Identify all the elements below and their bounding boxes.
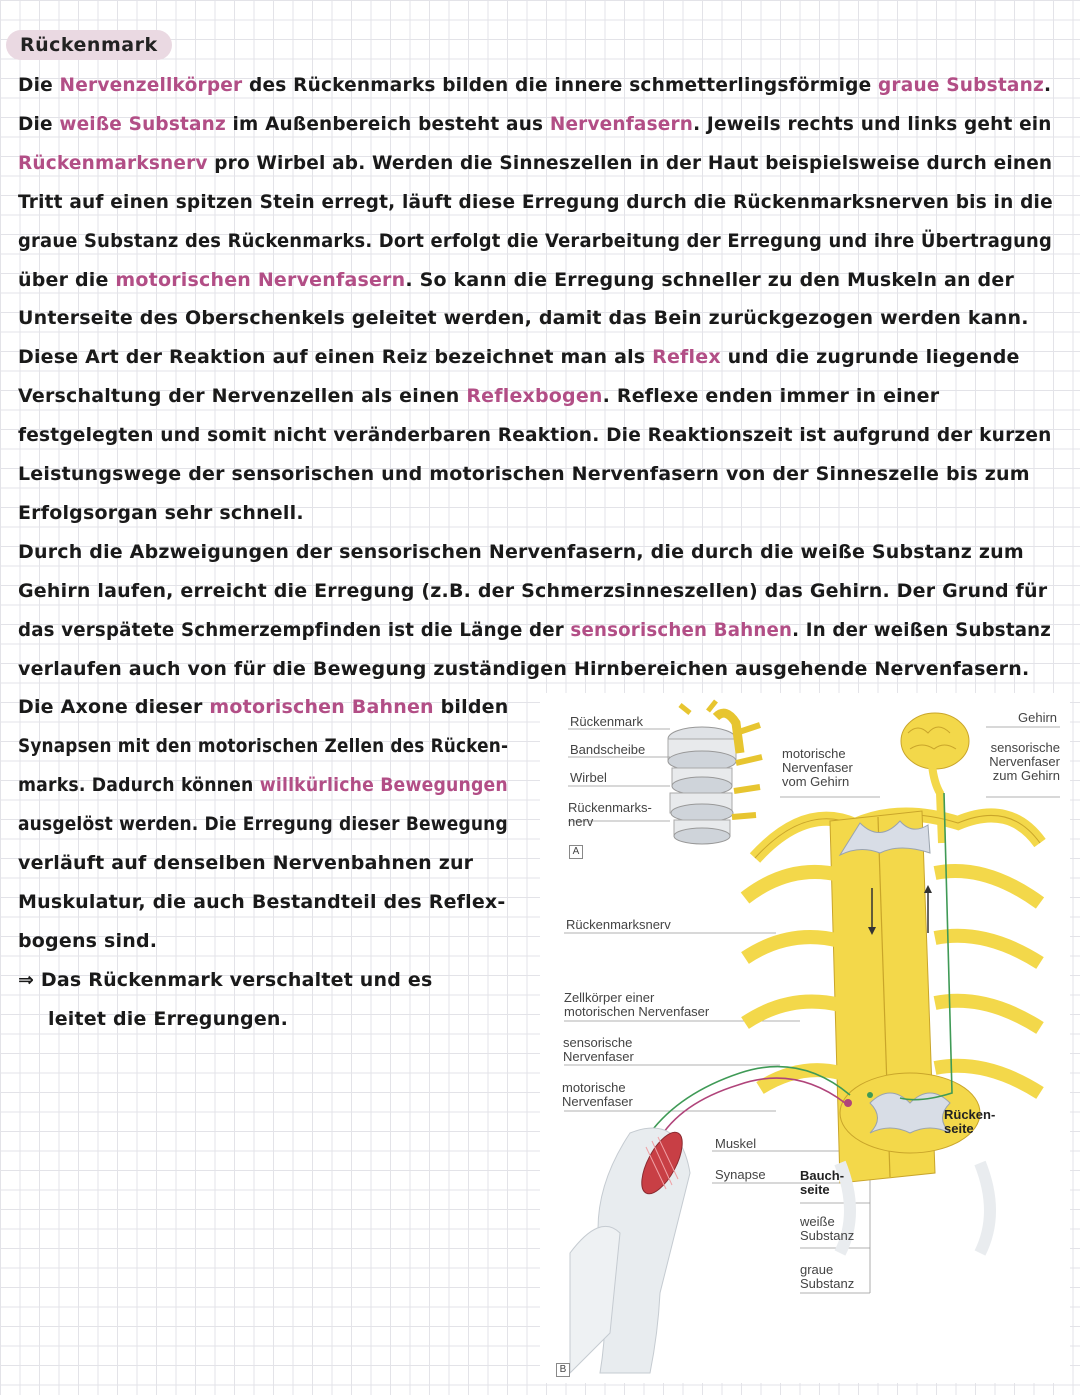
text-line bbox=[18, 735, 508, 757]
highlighted-term: weiße Substanz bbox=[59, 112, 226, 135]
text-line bbox=[18, 113, 1052, 135]
text-line bbox=[18, 346, 1020, 368]
text-line bbox=[18, 152, 1052, 174]
label-zellkoerper: Zellkörper einer motorischen Nervenfaser bbox=[564, 990, 710, 1019]
text-line bbox=[18, 813, 508, 835]
label-rueckenmark: Rückenmark bbox=[570, 714, 643, 729]
label-bandscheibe: Bandscheibe bbox=[570, 742, 646, 757]
text-segment: Tritt auf einen spitzen Stein erregt, läuft diese Erregung durch die Rückenmarksnerven bis in die bbox=[18, 190, 1053, 213]
text-segment: leitet die Erregungen. bbox=[48, 1007, 289, 1030]
highlighted-term: willkürliche Bewegungen bbox=[259, 774, 508, 797]
label-wirbel: Wirbel bbox=[570, 770, 607, 785]
leg-graphic bbox=[570, 1126, 690, 1373]
text-segment: Synapsen mit den motorischen Zellen des Rücken- bbox=[18, 735, 509, 758]
text-segment: Unterseite des Oberschenkels geleitet werden, damit das Bein zurückgezogen werden kann. bbox=[18, 307, 1029, 330]
text-line bbox=[18, 385, 939, 407]
text-segment: des Rückenmarks bilden die innere schmetterlingsförmige bbox=[242, 74, 878, 96]
text-line bbox=[18, 619, 1051, 641]
text-segment: ausgelöst werden. Die Erregung dieser Bewegung bbox=[18, 813, 508, 836]
highlighted-term: Nervenfasern bbox=[549, 112, 694, 135]
text-segment: marks. Dadurch können bbox=[18, 774, 260, 797]
label-rueckenseite: Rücken- seite bbox=[944, 1107, 996, 1136]
label-gehirn: Gehirn bbox=[1018, 710, 1058, 725]
text-line bbox=[18, 502, 304, 524]
label-bauchseite: Bauch- seite bbox=[800, 1168, 845, 1197]
text-segment: Die bbox=[18, 74, 60, 96]
text-segment: Durch die Abzweigungen der sensorischen Nervenfasern, die durch die weiße Substanz zum bbox=[18, 540, 1024, 563]
highlighted-term: graue Substanz bbox=[877, 74, 1044, 96]
label-graue-substanz: graue Substanz bbox=[800, 1262, 855, 1291]
text-line bbox=[18, 307, 1029, 329]
label-synapse: Synapse bbox=[715, 1167, 766, 1182]
text-segment: Gehirn laufen, erreicht die Erregung (z.B. der Schmerzsinneszellen) das Gehirn. Der Grund für bbox=[18, 579, 1048, 602]
label-motorische-vom-gehirn: motorische Nervenfaser vom Gehirn bbox=[782, 746, 853, 789]
text-line bbox=[18, 230, 1052, 252]
text-line bbox=[18, 269, 1014, 291]
text-segment: graue Substanz des Rückenmarks. Dort erfolgt die Verarbeitung der Erregung und ihre Übertragung bbox=[18, 229, 1052, 252]
text-segment: . Reflexe enden immer in einer bbox=[602, 385, 940, 408]
text-line bbox=[18, 580, 1047, 602]
text-line bbox=[18, 891, 505, 913]
text-segment: ⇒ Das Rückenmark verschaltet und es bbox=[18, 968, 433, 991]
text-line bbox=[18, 774, 508, 796]
highlighted-term: motorischen Nervenfasern bbox=[115, 268, 406, 291]
highlighted-term: Nervenzellkörper bbox=[59, 74, 243, 96]
text-segment: Muskulatur, die auch Bestandteil des Reflex- bbox=[18, 890, 506, 913]
text-segment: Die Axone dieser bbox=[18, 696, 210, 719]
text-segment: . In der weißen Substanz bbox=[792, 618, 1052, 641]
text-segment: . So kann die Erregung schneller zu den Muskeln an der bbox=[405, 268, 1015, 291]
label-rueckenmarksnerv-inset: Rückenmarks- nerv bbox=[568, 800, 652, 829]
highlighted-term: sensorischen Bahnen bbox=[570, 618, 793, 641]
spinal-cord-figure bbox=[540, 693, 1070, 1383]
label-rueckenmarksnerv: Rückenmarksnerv bbox=[566, 917, 671, 932]
text-segment: verlaufen auch von für die Bewegung zuständigen Hirnbereichen ausgehende Nervenfasern. bbox=[18, 657, 1030, 680]
spinal-cord-graphic bbox=[745, 811, 1040, 1253]
label-motorische-nervenfaser: motorische Nervenfaser bbox=[562, 1080, 633, 1109]
highlighted-term: motorischen Bahnen bbox=[209, 696, 434, 719]
text-line bbox=[18, 541, 1024, 563]
label-sensorische-nervenfaser: sensorische Nervenfaser bbox=[563, 1035, 634, 1064]
text-segment: bilden bbox=[433, 696, 509, 719]
text-line bbox=[18, 463, 1030, 485]
text-line bbox=[18, 658, 1029, 680]
text-line bbox=[18, 424, 1052, 446]
highlighted-term: Reflex bbox=[652, 346, 721, 369]
badge-b: B bbox=[556, 1363, 570, 1377]
text-line bbox=[18, 930, 157, 952]
text-line bbox=[18, 191, 1053, 213]
text-segment: pro Wirbel ab. Werden die Sinneszellen in der Haut beispielsweise durch einen bbox=[207, 151, 1053, 174]
label-weisse-substanz: weiße Substanz bbox=[800, 1214, 855, 1243]
text-segment: Leistungswege der sensorischen und motorischen Nervenfasern von der Sinneszelle bis zum bbox=[18, 463, 1030, 485]
text-segment: Verschaltung der Nervenzellen als einen bbox=[18, 385, 467, 408]
text-segment: Erfolgsorgan sehr schnell. bbox=[18, 501, 304, 524]
highlighted-term: Rückenmarksnerv bbox=[18, 151, 208, 174]
text-line bbox=[18, 852, 473, 874]
page-title: Rückenmark bbox=[6, 30, 172, 60]
label-sensorische-zum-gehirn: sensorische Nervenfaser zum Gehirn bbox=[989, 740, 1060, 783]
text-segment: im Außenbereich besteht aus bbox=[225, 112, 550, 135]
text-line bbox=[18, 74, 1051, 96]
text-segment: Die bbox=[18, 112, 60, 135]
label-muskel: Muskel bbox=[715, 1136, 757, 1151]
text-segment: und die zugrunde liegende bbox=[720, 346, 1020, 369]
text-line bbox=[48, 1008, 288, 1030]
text-segment: über die bbox=[18, 268, 116, 291]
text-segment: das verspätete Schmerzempfinden ist die Länge der bbox=[18, 618, 571, 641]
text-line bbox=[18, 696, 508, 718]
text-segment: . bbox=[1043, 74, 1052, 96]
text-segment: Diese Art der Reaktion auf einen Reiz bezeichnet man als bbox=[18, 346, 653, 369]
highlighted-term: Reflexbogen bbox=[466, 385, 603, 408]
text-segment: verläuft auf denselben Nervenbahnen zur bbox=[18, 852, 474, 874]
text-segment: festgelegten und somit nicht veränderbaren Reaktion. Die Reaktionszeit ist aufgrund der kurzen bbox=[18, 424, 1052, 447]
text-segment: . Jeweils rechts und links geht ein bbox=[693, 112, 1052, 135]
text-segment: bogens sind. bbox=[18, 929, 158, 952]
badge-a: A bbox=[569, 845, 583, 859]
text-line bbox=[18, 969, 432, 991]
